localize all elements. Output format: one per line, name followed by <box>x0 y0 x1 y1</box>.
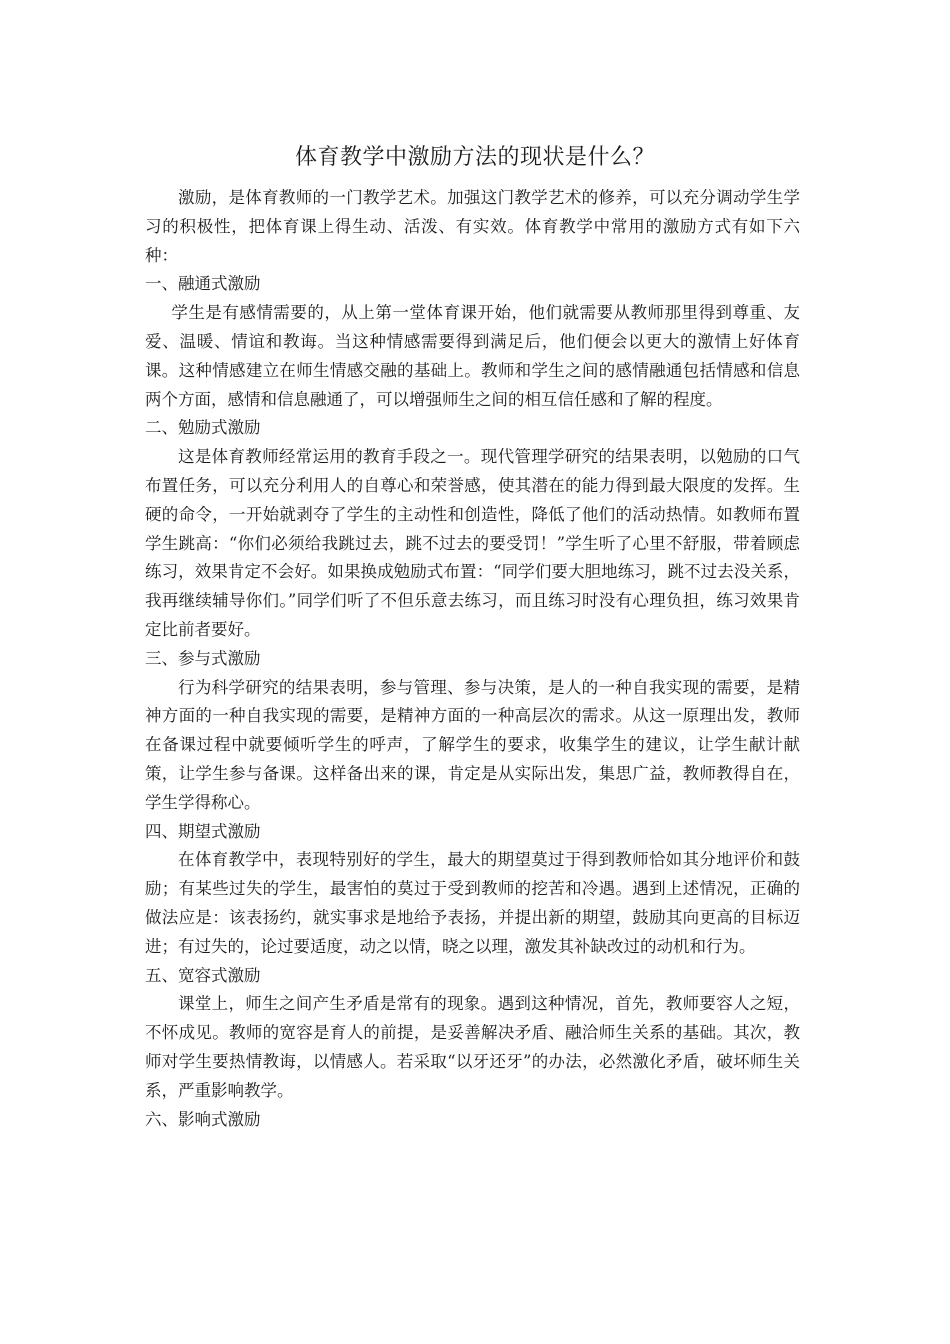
document-body <box>145 184 800 1134</box>
section-heading-5: 五、宽容式激励 <box>145 965 261 985</box>
section-heading-2: 二、勉励式激励 <box>145 418 261 438</box>
section-paragraph-4: 在体育教学中，表现特别好的学生，最大的期望莫过于得到教师恰如其分地评价和鼓励；有某些过失的学生，最害怕的莫过于受到教师的挖苦和冷遇。遇到上述情况，正确的做法应是：该表扬约，就实事求是地给予表扬，并提出新的期望，鼓励其向更高的目标迈进；有过失的，论过要适度，动之以情，晓之以理，激发其补缺改过的动机和行为。 <box>145 850 800 956</box>
section-paragraph-3: 行为科学研究的结果表明，参与管理、参与决策，是人的一种自我实现的需要，是精神方面的一种自我实现的需要，是精神方面的一种高层次的需求。从这一原理出发，教师在备课过程中就要倾听学生的呼声，了解学生的要求，收集学生的建议，让学生献计献策，让学生参与备课。这样备出来的课，肯定是从实际出发，集思广益，教师教得自在，学生学得称心。 <box>145 677 800 812</box>
section-heading-6: 六、影响式激励 <box>145 1109 261 1129</box>
document-title: 体育教学中激励方法的现状是什么？ <box>294 145 655 170</box>
section-heading-4: 四、期望式激励 <box>145 821 261 841</box>
section-paragraph-2: 这是体育教师经常运用的教育手段之一。现代管理学研究的结果表明，以勉励的口气布置任务，可以充分利用人的自尊心和荣誉感，使其潜在的能力得到最大限度的发挥。生硬的命令，一开始就剥夺了学生的主动性和创造性，降低了他们的活动热情。如教师布置学生跳高：“你们必须给我跳过去，跳不过去的要受罚！”学生听了心里不舒服，带着顾虑练习，效果肯定不会好。如果换成勉励式布置：“同学们要大胆地练习，跳不过去没关系，我再继续辅导你们。”同学们听了不但乐意去练习，而且练习时没有心理负担，练习效果肯定比前者要好。 <box>145 447 800 639</box>
intro-paragraph: 激励，是体育教师的一门教学艺术。加强这门教学艺术的修养，可以充分调动学生学习的积极性，把体育课上得生动、活泼、有实效。体育教学中常用的激励方式有如下六种： <box>145 188 800 265</box>
section-heading-3: 三、参与式激励 <box>145 648 261 668</box>
section-paragraph-5: 课堂上，师生之间产生矛盾是常有的现象。遇到这种情况，首先，教师要容人之短，不怀成见。教师的宽容是育人的前提，是妥善解决矛盾、融洽师生关系的基础。其次，教师对学生要热情教诲，以情感人。若采取“以牙还牙”的办法，必然激化矛盾，破坏师生关系，严重影响教学。 <box>145 994 800 1100</box>
section-heading-1: 一、融通式激励 <box>145 274 261 294</box>
section-paragraph-1: 学生是有感情需要的，从上第一堂体育课开始，他们就需要从教师那里得到尊重、友爱、温暖、情谊和教诲。当这种情感需要得到满足后，他们便会以更大的激情上好体育课。这种情感建立在师生情感交融的基础上。教师和学生之间的感情融通包括情感和信息两个方面，感情和信息融通了，可以增强师生之间的相互信任感和了解的程度。 <box>145 303 800 409</box>
